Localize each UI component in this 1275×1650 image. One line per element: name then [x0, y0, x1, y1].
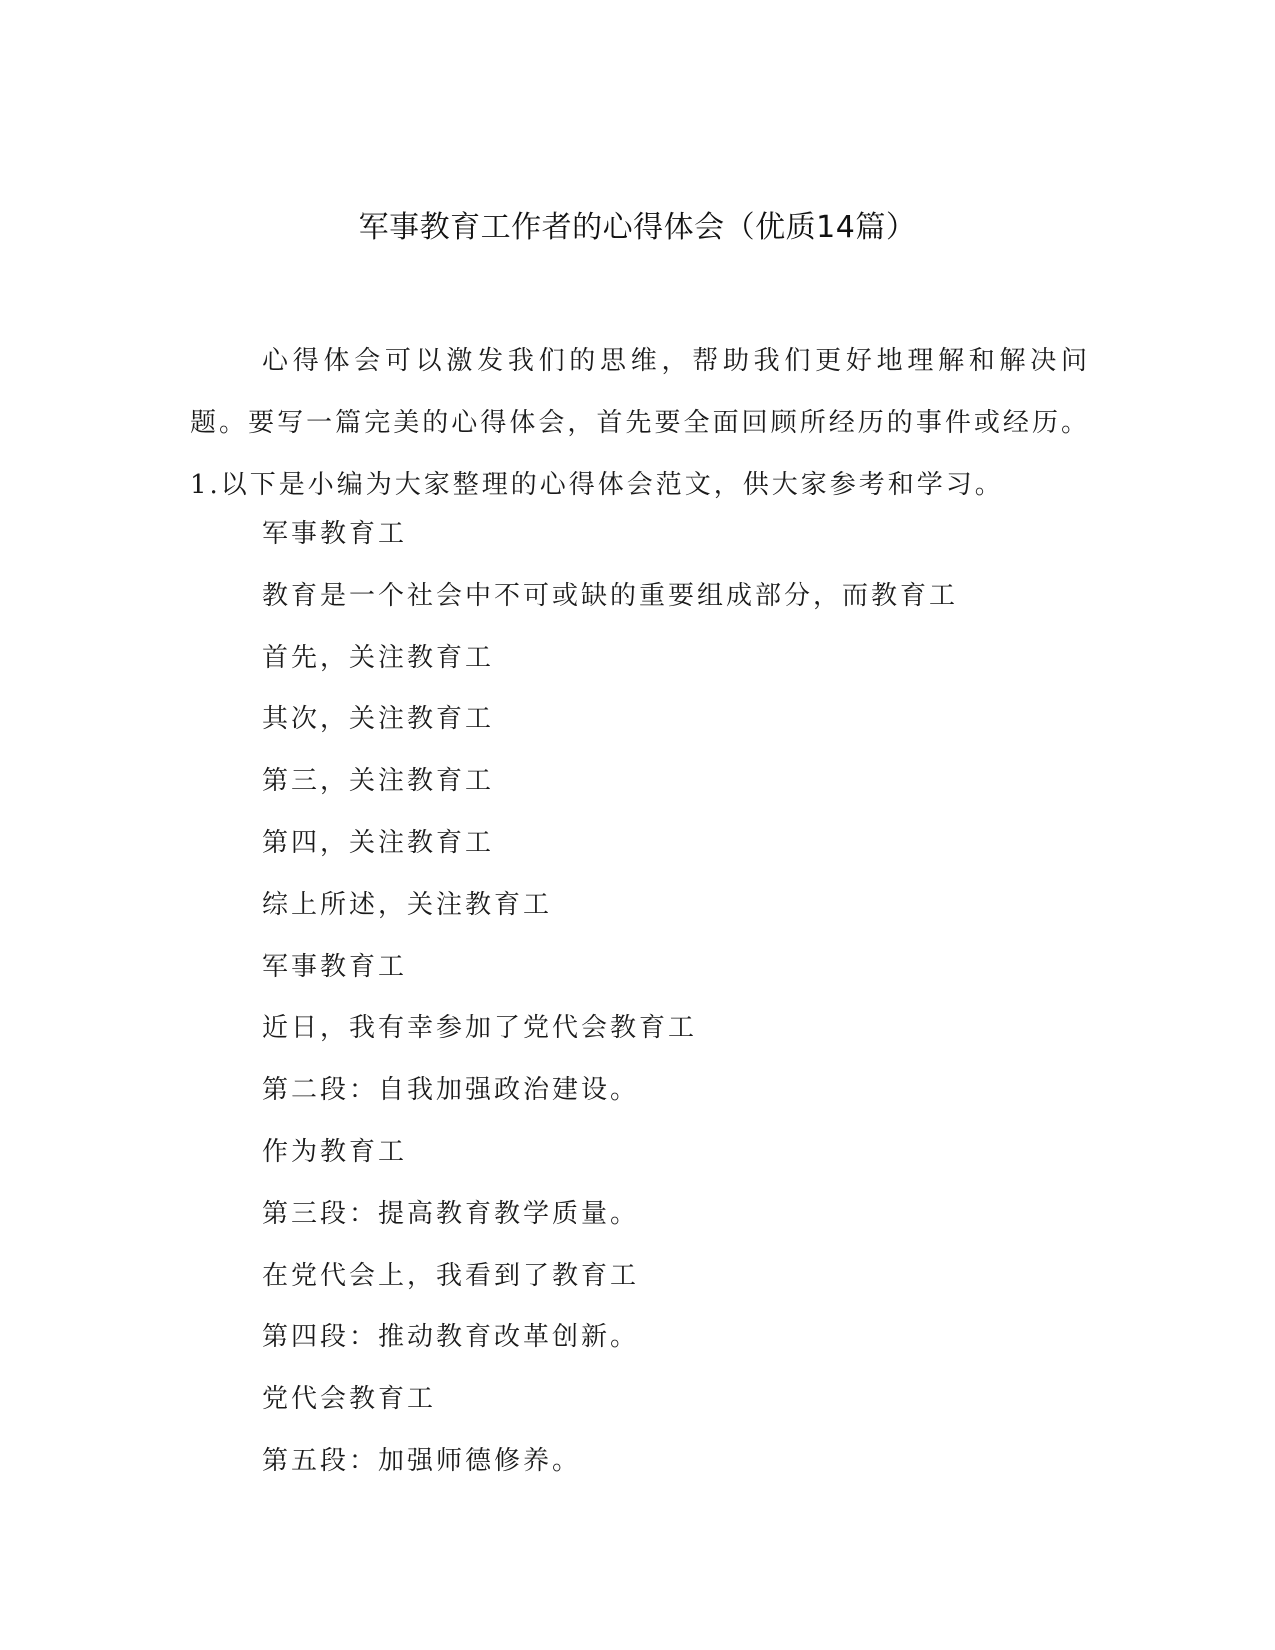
- intro-paragraph: 心得体会可以激发我们的思维，帮助我们更好地理解和解决问题。要写一篇完美的心得体会，首先要全面回顾所经历的事件或经历。1.以下是小编为大家整理的心得体会范文，供大家参考和学习。: [190, 346, 1090, 500]
- body-line: 其次，关注教育工: [262, 704, 495, 735]
- body-line: 军事教育工: [262, 951, 408, 982]
- body-lines: [262, 504, 958, 1493]
- body-line: 近日，我有幸参加了党代会教育工: [262, 1013, 698, 1044]
- document-title: 军事教育工作者的心得体会（优质14篇）: [358, 210, 917, 245]
- body-line: 作为教育工: [262, 1136, 408, 1167]
- body-line: 军事教育工: [262, 519, 408, 549]
- body-line: 综上所述，关注教育工: [262, 889, 553, 920]
- body-line: 党代会教育工: [262, 1384, 437, 1415]
- body-line: 第四段：推动教育改革创新。: [262, 1322, 640, 1353]
- body-line: 第五段：加强师德修养。: [262, 1445, 582, 1476]
- body-line: 第二段：自我加强政治建设。: [262, 1075, 640, 1106]
- body-line: 首先，关注教育工: [262, 642, 495, 673]
- body-line: 在党代会上，我看到了教育工: [262, 1260, 640, 1291]
- body-line: 第三，关注教育工: [262, 766, 495, 797]
- body-line: 第三段：提高教育教学质量。: [262, 1198, 640, 1229]
- body-line: 教育是一个社会中不可或缺的重要组成部分，而教育工: [262, 580, 959, 611]
- body-line: 第四，关注教育工: [262, 827, 495, 858]
